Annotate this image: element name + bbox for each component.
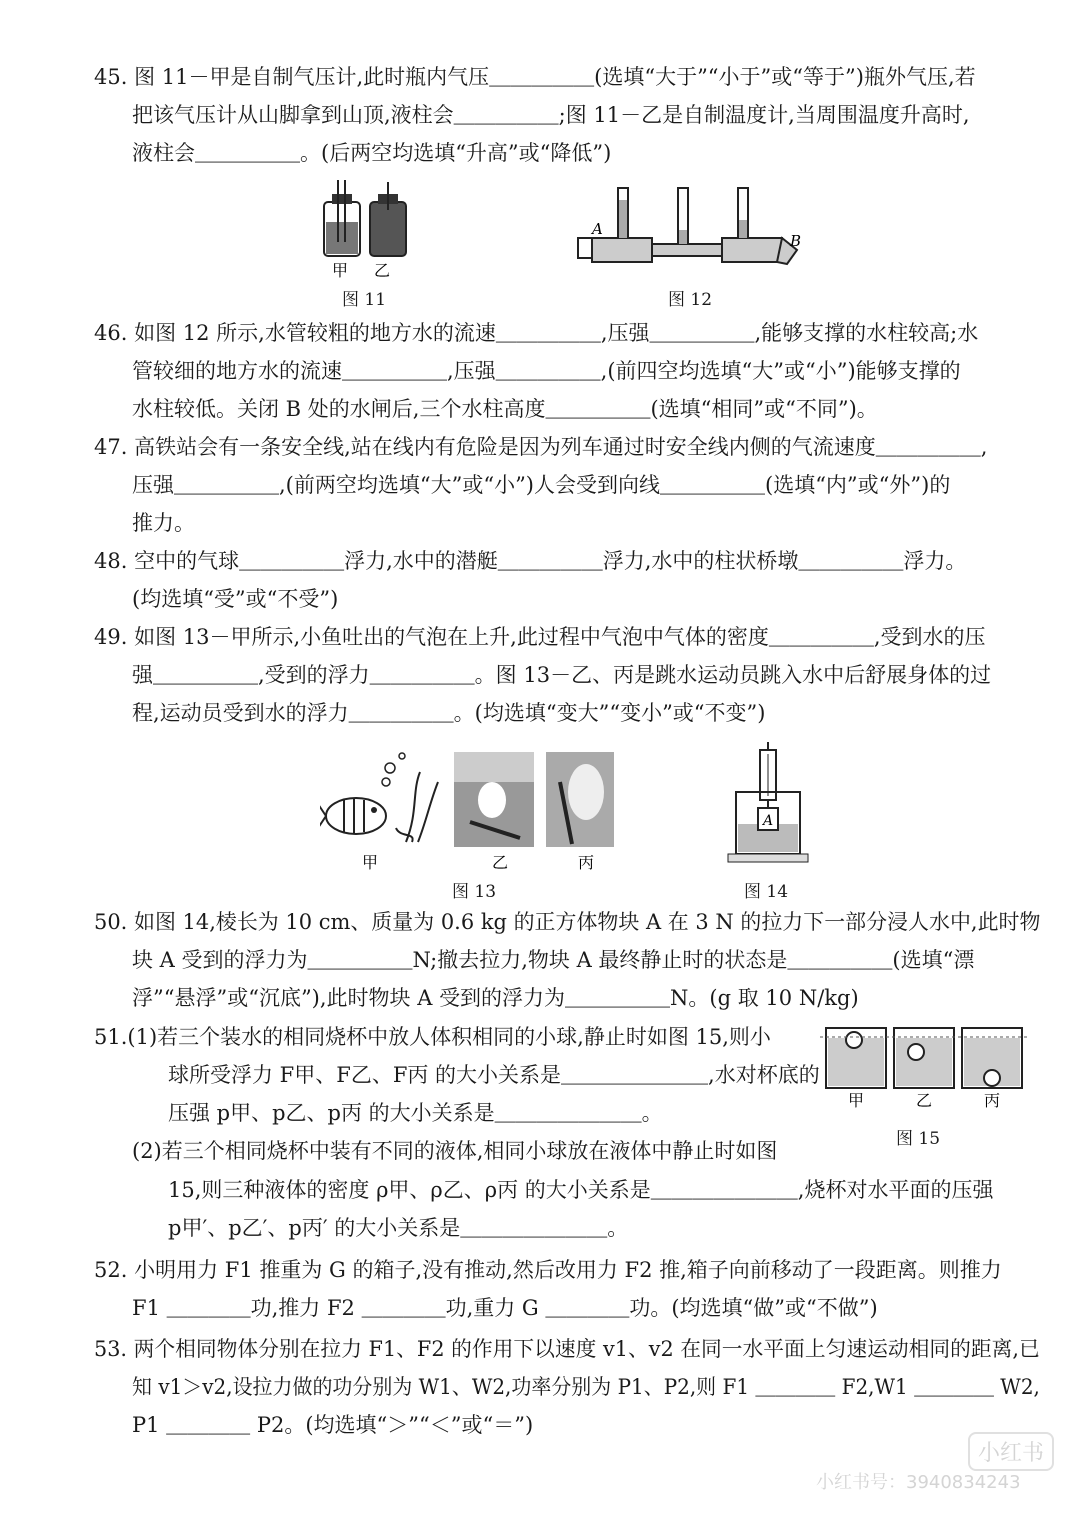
fig12-caption: 图 12 xyxy=(668,290,713,310)
fig13-label-bing: 丙 xyxy=(578,853,595,872)
fig14-label-a: A xyxy=(763,813,774,829)
fig12-label-a: A xyxy=(592,220,603,238)
text-line: F1 ＿＿＿＿功,推力 F2 ＿＿＿＿功,重力 G ＿＿＿＿功。(均选填“做”或“不做”) xyxy=(132,1296,878,1320)
fig12-label-b: B xyxy=(790,232,802,250)
text-line: 推力。 xyxy=(132,511,195,535)
text-line: 强＿＿＿＿＿,受到的浮力＿＿＿＿＿。图 13－乙、丙是跳水运动员跳入水中后舒展身体的过 xyxy=(132,663,992,687)
fig15-label-jia: 甲 xyxy=(848,1091,865,1110)
text-line: 程,运动员受到水的浮力＿＿＿＿＿。(均选填“变大”“变小”或“不变”) xyxy=(132,701,766,725)
text-line: 47. 高铁站会有一条安全线,站在线内有危险是因为列车通过时安全线内侧的气流速度＿＿＿＿＿, xyxy=(94,435,988,459)
fig15-label-yi: 乙 xyxy=(916,1091,933,1110)
text-line: 知 v1＞v2,设拉力做的功分别为 W1、W2,功率分别为 P1、P2,则 F1 ＿＿＿＿ F2,W1 ＿＿＿＿ W2, xyxy=(132,1375,1040,1399)
text-line: 液柱会＿＿＿＿＿。(后两空均选填“升高”或“降低”) xyxy=(132,141,612,165)
watermark-brand: 小红书 xyxy=(968,1432,1054,1471)
text-line: p甲′、p乙′、p丙′ 的大小关系是＿＿＿＿＿＿＿。 xyxy=(168,1216,629,1240)
text-line: 15,则三种液体的密度 ρ甲、ρ乙、ρ丙 的大小关系是＿＿＿＿＿＿＿,烧杯对水平面的压强 xyxy=(168,1178,994,1202)
text-line: 压强＿＿＿＿＿,(前两空均选填“大”或“小”)人会受到向线＿＿＿＿＿(选填“内”或“外”)的 xyxy=(132,473,951,497)
text-line: 51.(1)若三个装水的相同烧杯中放人体积相同的小球,静止时如图 15,则小 xyxy=(94,1025,771,1049)
text-line: (2)若三个相同烧杯中装有不同的液体,相同小球放在液体中静止时如图 xyxy=(132,1139,778,1163)
fig15-caption: 图 15 xyxy=(896,1129,941,1149)
text-line: 53. 两个相同物体分别在拉力 F1、F2 的作用下以速度 v1、v2 在同一水平面上匀速运动相同的距离,已 xyxy=(94,1337,1040,1361)
fig11-label-jia: 甲 xyxy=(332,261,349,280)
figure-14-spring-scale-block xyxy=(726,742,810,868)
watermark-id: 小红书号：3940834243 xyxy=(816,1472,1021,1493)
fig11-caption: 图 11 xyxy=(342,290,387,310)
text-line: 管较细的地方水的流速＿＿＿＿＿,压强＿＿＿＿＿,(前四空均选填“大”或“小”)能够支撑的 xyxy=(132,359,961,383)
figure-12-water-pipe xyxy=(572,180,812,280)
figure-13-fish-and-divers xyxy=(320,752,620,874)
text-line: 50. 如图 14,棱长为 10 cm、质量为 0.6 kg 的正方体物块 A 在 3 N 的拉力下一部分浸人水中,此时物 xyxy=(94,910,1041,934)
fig11-label-yi: 乙 xyxy=(374,261,391,280)
text-line: 浮”“悬浮”或“沉底”),此时物块 A 受到的浮力为＿＿＿＿＿N。(g 取 10 N/kg) xyxy=(132,986,859,1010)
text-line: 48. 空中的气球＿＿＿＿＿浮力,水中的潜艇＿＿＿＿＿浮力,水中的柱状桥墩＿＿＿＿＿浮力。 xyxy=(94,549,967,573)
text-line: 45. 图 11－甲是自制气压计,此时瓶内气压＿＿＿＿＿(选填“大于”“小于”或“等于”)瓶外气压,若 xyxy=(94,65,976,89)
text-line: P1 ＿＿＿＿ P2。(均选填“＞”“＜”或“＝”) xyxy=(132,1413,534,1437)
text-line: 52. 小明用力 F1 推重为 G 的箱子,没有推动,然后改用力 F2 推,箱子向前移动了一段距离。则推力 xyxy=(94,1258,1002,1282)
text-line: 把该气压计从山脚拿到山顶,液柱会＿＿＿＿＿;图 11－乙是自制温度计,当周围温度升高时, xyxy=(132,103,970,127)
figure-11-barometer-thermometer xyxy=(318,180,418,290)
text-line: 49. 如图 13－甲所示,小鱼吐出的气泡在上升,此过程中气泡中气体的密度＿＿＿＿＿,受到水的压 xyxy=(94,625,986,649)
text-line: 块 A 受到的浮力为＿＿＿＿＿N;撤去拉力,物块 A 最终静止时的状态是＿＿＿＿＿(选填“漂 xyxy=(132,948,975,972)
fig15-label-bing: 丙 xyxy=(984,1091,1001,1110)
text-line: 46. 如图 12 所示,水管较粗的地方水的流速＿＿＿＿＿,压强＿＿＿＿＿,能够支撑的水柱较高;水 xyxy=(94,321,979,345)
text-line: 球所受浮力 F甲、F乙、F丙 的大小关系是＿＿＿＿＿＿＿,水对杯底的 xyxy=(168,1063,820,1087)
fig13-label-jia: 甲 xyxy=(362,853,379,872)
text-line: 水柱较低。关闭 B 处的水闸后,三个水柱高度＿＿＿＿＿(选填“相同”或“不同”)。 xyxy=(132,397,878,421)
fig14-caption: 图 14 xyxy=(744,882,789,902)
text-line: (均选填“受”或“不受”) xyxy=(132,587,339,611)
fig13-caption: 图 13 xyxy=(452,882,497,902)
fig13-label-yi: 乙 xyxy=(492,853,509,872)
figure-15-three-beakers xyxy=(820,1022,1030,1112)
text-line: 压强 p甲、p乙、p丙 的大小关系是＿＿＿＿＿＿＿。 xyxy=(168,1101,663,1125)
